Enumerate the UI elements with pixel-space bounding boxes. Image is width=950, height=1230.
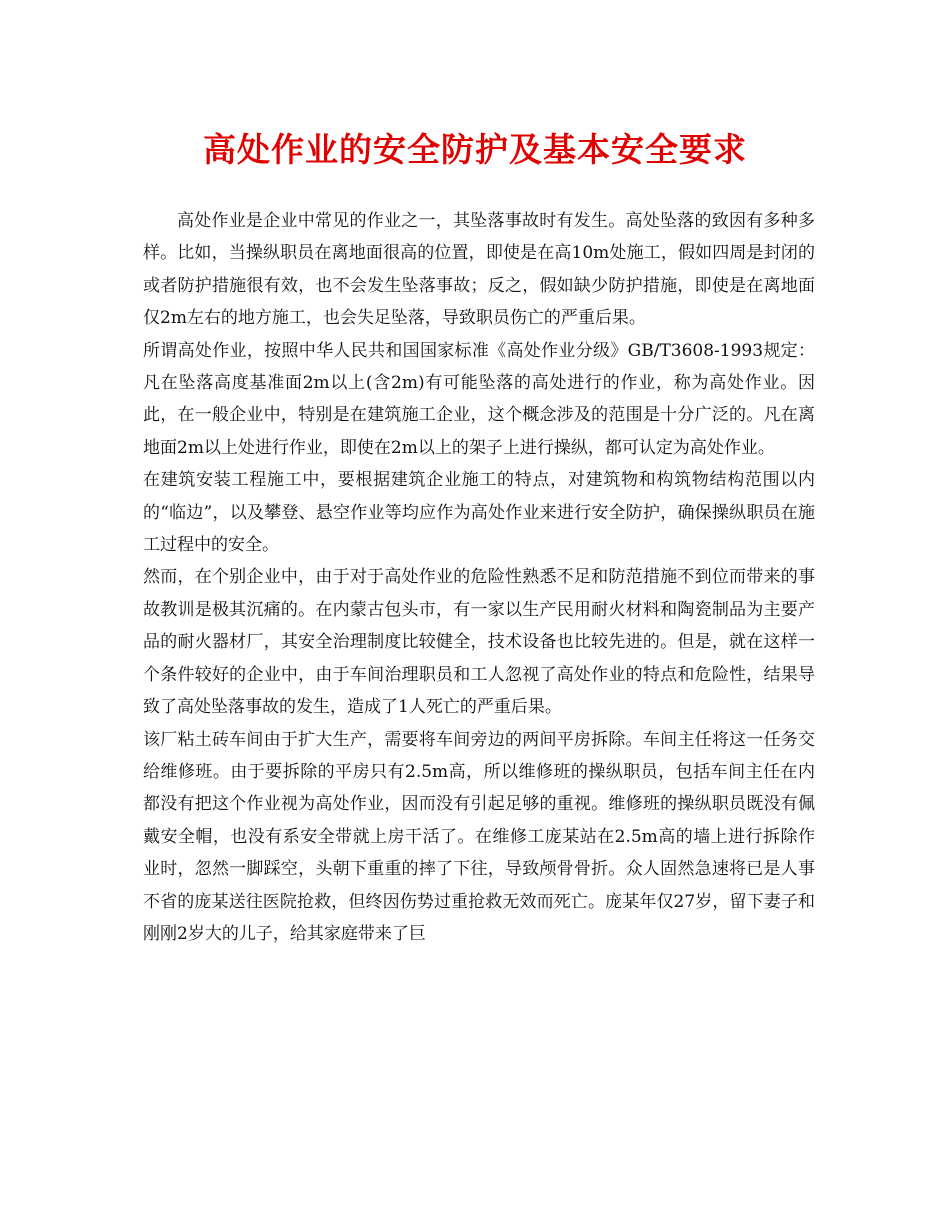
paragraph-4: 然而，在个别企业中，由于对于高处作业的危险性熟悉不足和防范措施不到位而带来的事故教训是极其沉痛的。在内蒙古包头市，有一家以生产民用耐火材料和陶瓷制品为主要产品的耐火器材厂，其安全治理制度比较健全，技术设备也比较先进的。但是，就在这样一个条件较好的企业中，由于车间治理职员和工人忽视了高处作业的特点和危险性，结果导致了高处坠落事故的发生，造成了1人死亡的严重后果。 xyxy=(143,567,815,718)
document-body xyxy=(143,205,815,950)
paragraph-1: 高处作业是企业中常见的作业之一，其坠落事故时有发生。高处坠落的致因有多种多样。比如，当操纵职员在离地面很高的位置，即使是在高10m处施工，假如四周是封闭的或者防护措施很有效，也不会发生坠落事故；反之，假如缺少防护措施，即使是在离地面仅2m左右的地方施工，也会失足坠落，导致职员伤亡的严重后果。 xyxy=(143,211,815,329)
paragraph-3: 在建筑安装工程施工中，要根据建筑企业施工的特点，对建筑物和构筑物结构范围以内的“临边”，以及攀登、悬空作业等均应作为高处作业来进行安全防护，确保操纵职员在施工过程中的安全。 xyxy=(143,470,815,556)
document-title: 高处作业的安全防护及基本安全要求 xyxy=(203,130,747,169)
paragraph-2: 所谓高处作业，按照中华人民共和国国家标准《高处作业分级》GB/T3608-1993规定：凡在坠落高度基准面2m以上(含2m)有可能坠落的高处进行的作业，称为高处作业。因此，在一般企业中，特别是在建筑施工企业，这个概念涉及的范围是十分广泛的。凡在离地面2m以上处进行作业，即使在2m以上的架子上进行操纵，都可认定为高处作业。 xyxy=(143,340,815,458)
paragraph-5: 该厂粘土砖车间由于扩大生产，需要将车间旁边的两间平房拆除。车间主任将这一任务交给维修班。由于要拆除的平房只有2.5m高，所以维修班的操纵职员，包括车间主任在内都没有把这个作业视为高处作业，因而没有引起足够的重视。维修班的操纵职员既没有佩戴安全帽，也没有系安全带就上房干活了。在维修工庞某站在2.5m高的墙上进行拆除作业时，忽然一脚踩空，头朝下重重的摔了下往，导致颅骨骨折。众人固然急速将已是人事不省的庞某送往医院抢救，但终因伤势过重抢救无效而死亡。庞某年仅27岁，留下妻子和刚刚2岁大的儿子，给其家庭带来了巨 xyxy=(143,729,815,944)
